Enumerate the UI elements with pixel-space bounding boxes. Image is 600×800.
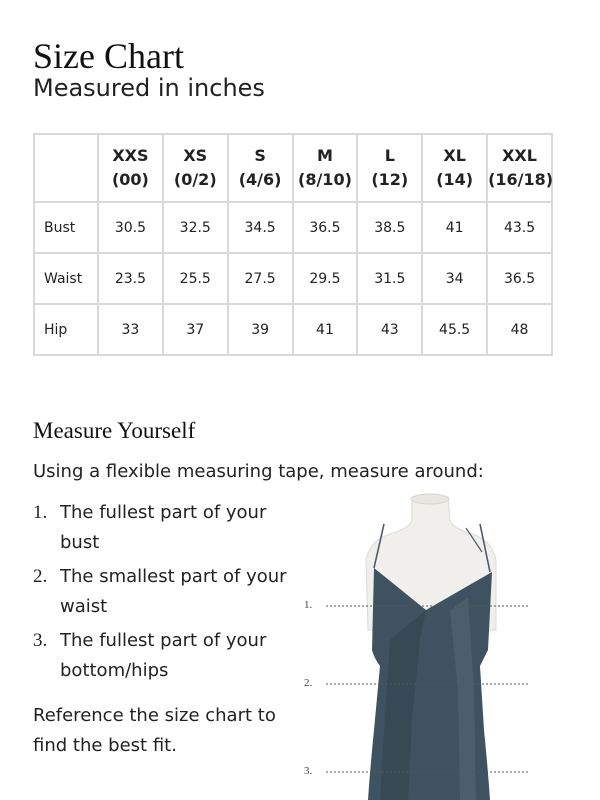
table-cell: 34.5 [228, 202, 293, 253]
size-number: (14) [436, 170, 474, 189]
table-cell: 39 [228, 304, 293, 355]
mannequin-neck-top [411, 494, 449, 504]
table-cell: 43.5 [487, 202, 552, 253]
hip-marker: 3. [304, 765, 313, 777]
size-name: XXL [502, 146, 537, 165]
table-cell: 45.5 [422, 304, 487, 355]
size-header-xxl [487, 134, 552, 202]
size-name: S [254, 146, 266, 165]
row-label: Waist [34, 253, 98, 304]
step-text: The fullest part of your bust [60, 502, 267, 553]
size-header-xl [422, 134, 487, 202]
table-row-waist [34, 253, 552, 304]
size-number: (12) [371, 170, 409, 189]
size-name: M [316, 146, 333, 165]
measure-heading: Measure Yourself [33, 418, 196, 443]
step-text: The smallest part of your waist [60, 566, 287, 617]
size-name: XS [183, 146, 208, 165]
table-cell: 25.5 [163, 253, 228, 304]
size-number: (0/2) [173, 170, 217, 189]
reference-note: Reference the size chart to find the best fit. [33, 705, 276, 756]
table-cell: 41 [422, 202, 487, 253]
list-item [33, 562, 303, 622]
table-cell: 27.5 [228, 253, 293, 304]
table-cell: 34 [422, 253, 487, 304]
step-number: 2. [33, 566, 48, 587]
size-chart-table [33, 133, 553, 356]
row-label: Hip [34, 304, 98, 355]
page-title: Size Chart [33, 36, 184, 76]
size-number: (00) [111, 170, 149, 189]
size-number: (16/18) [488, 170, 554, 189]
table-cell: 43 [357, 304, 422, 355]
size-number: (8/10) [298, 170, 352, 189]
table-cell: 36.5 [293, 202, 358, 253]
table-cell: 32.5 [163, 202, 228, 253]
page-subtitle: Measured in inches [33, 74, 265, 102]
size-header-xxs [98, 134, 163, 202]
table-cell: 41 [293, 304, 358, 355]
bust-marker: 1. [304, 599, 313, 611]
size-number: (4/6) [238, 170, 282, 189]
table-cell: 37 [163, 304, 228, 355]
measure-steps-list [33, 498, 303, 690]
size-header-l [357, 134, 422, 202]
table-cell: 23.5 [98, 253, 163, 304]
size-header-xs [163, 134, 228, 202]
size-name: XL [443, 146, 466, 165]
step-number: 1. [33, 502, 48, 523]
measure-intro: Using a flexible measuring tape, measure around: [33, 461, 484, 482]
table-cell: 48 [487, 304, 552, 355]
size-name: XXS [112, 146, 149, 165]
table-cell: 31.5 [357, 253, 422, 304]
table-cell: 38.5 [357, 202, 422, 253]
table-cell: 29.5 [293, 253, 358, 304]
size-header-m [293, 134, 358, 202]
list-item [33, 626, 303, 686]
step-number: 3. [33, 630, 48, 651]
table-row-hip [34, 304, 552, 355]
list-item [33, 498, 303, 558]
corner-cell [34, 134, 98, 202]
table-cell: 33 [98, 304, 163, 355]
waist-marker: 2. [304, 677, 313, 689]
row-label: Bust [34, 202, 98, 253]
step-text: The fullest part of your bottom/hips [60, 630, 267, 681]
size-name: L [384, 146, 395, 165]
dress-measurement-illustration [300, 490, 560, 800]
table-cell: 30.5 [98, 202, 163, 253]
table-row-bust [34, 202, 552, 253]
size-header-row [34, 134, 552, 202]
size-header-s [228, 134, 293, 202]
table-cell: 36.5 [487, 253, 552, 304]
dress-figure-svg [300, 490, 560, 800]
